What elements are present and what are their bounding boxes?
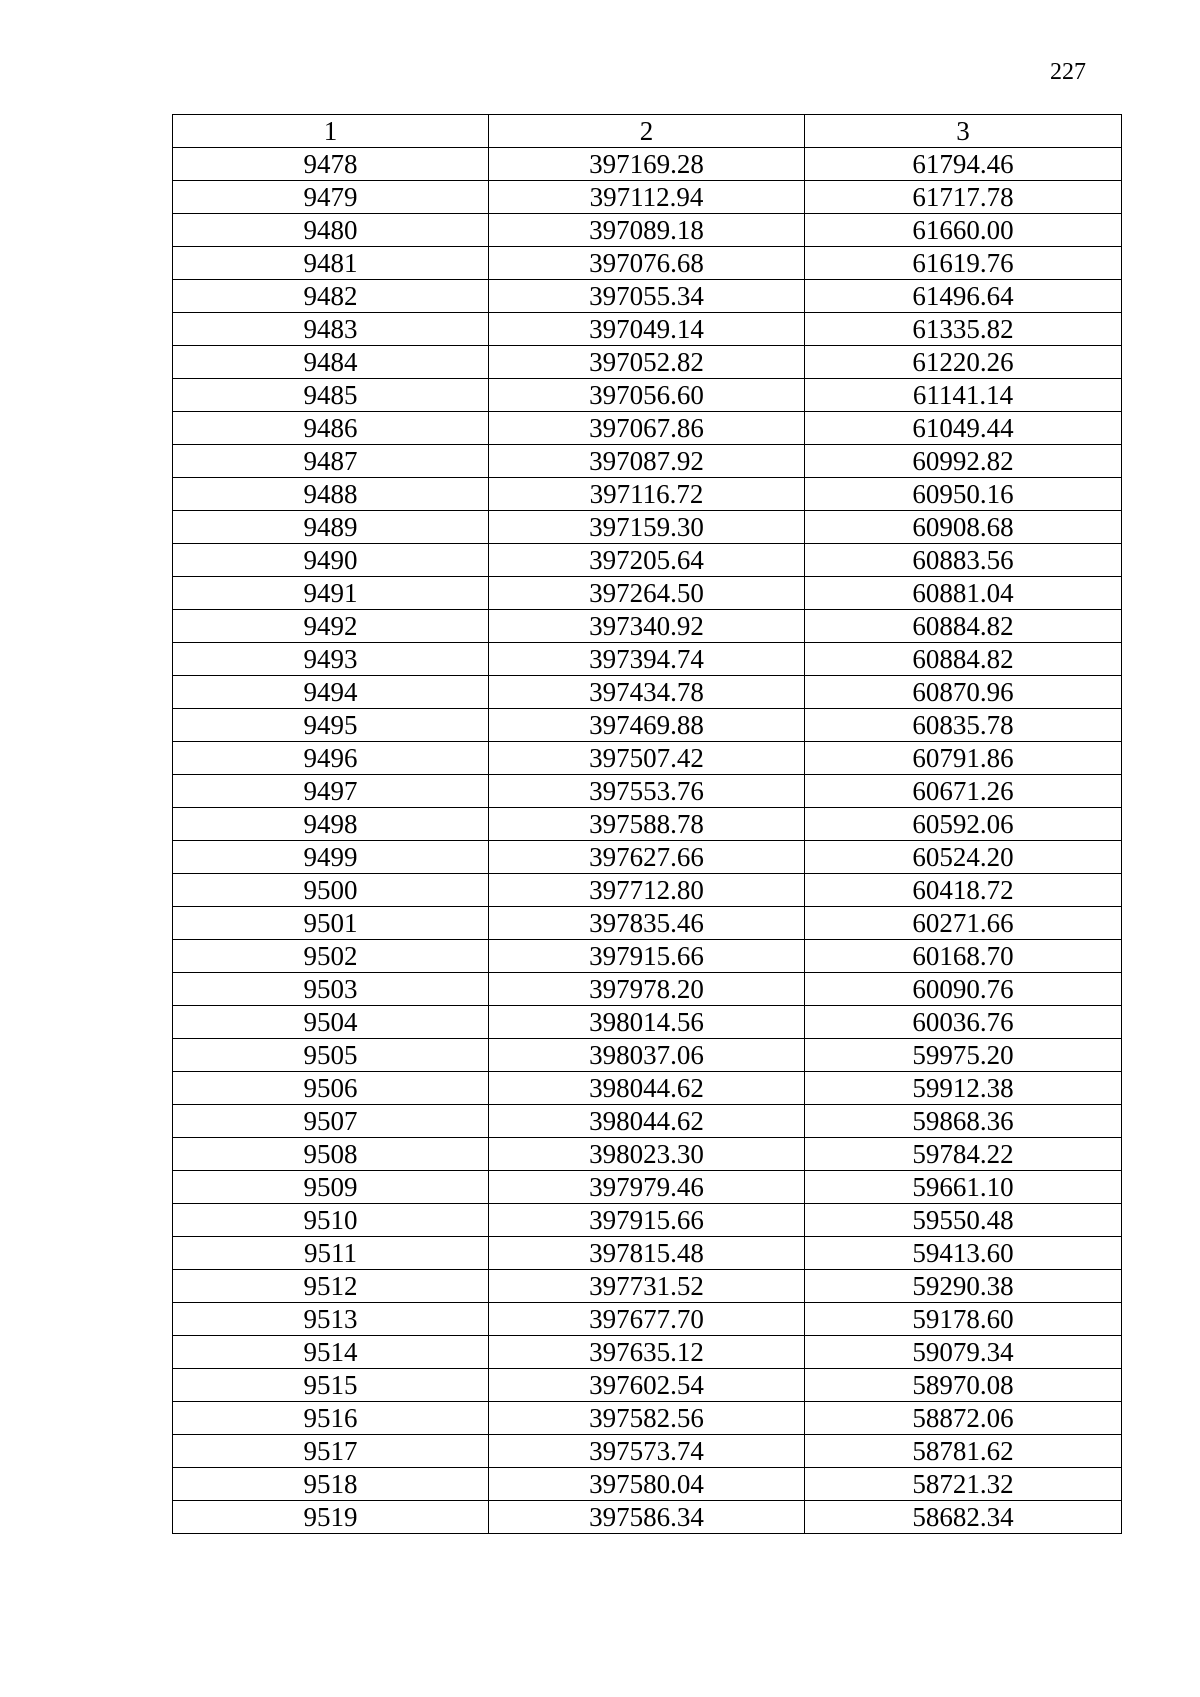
y-coordinate-cell: 60883.56: [805, 544, 1122, 577]
point-number-cell: 9514: [173, 1336, 489, 1369]
y-coordinate-cell: 58872.06: [805, 1402, 1122, 1435]
coordinates-table: [172, 114, 1122, 1534]
y-coordinate-cell: 61660.00: [805, 214, 1122, 247]
table-row: [173, 511, 1122, 544]
y-coordinate-cell: 58970.08: [805, 1369, 1122, 1402]
point-number-cell: 9507: [173, 1105, 489, 1138]
page-number: 227: [1050, 59, 1086, 85]
x-coordinate-cell: 397056.60: [489, 379, 805, 412]
x-coordinate-cell: 397087.92: [489, 445, 805, 478]
y-coordinate-cell: 59550.48: [805, 1204, 1122, 1237]
x-coordinate-cell: 397434.78: [489, 676, 805, 709]
x-coordinate-cell: 397580.04: [489, 1468, 805, 1501]
y-coordinate-cell: 60090.76: [805, 973, 1122, 1006]
point-number-cell: 9478: [173, 148, 489, 181]
table-row: [173, 1303, 1122, 1336]
x-coordinate-cell: 397340.92: [489, 610, 805, 643]
point-number-cell: 9498: [173, 808, 489, 841]
y-coordinate-cell: 59079.34: [805, 1336, 1122, 1369]
table-row: [173, 610, 1122, 643]
table-row: [173, 808, 1122, 841]
y-coordinate-cell: 60036.76: [805, 1006, 1122, 1039]
point-number-cell: 9490: [173, 544, 489, 577]
x-coordinate-cell: 397627.66: [489, 841, 805, 874]
x-coordinate-cell: 397169.28: [489, 148, 805, 181]
table-row: [173, 643, 1122, 676]
point-number-cell: 9500: [173, 874, 489, 907]
table-row: [173, 1039, 1122, 1072]
y-coordinate-cell: 59413.60: [805, 1237, 1122, 1270]
point-number-cell: 9508: [173, 1138, 489, 1171]
x-coordinate-cell: 397159.30: [489, 511, 805, 544]
point-number-cell: 9502: [173, 940, 489, 973]
point-number-cell: 9513: [173, 1303, 489, 1336]
table-row: [173, 1138, 1122, 1171]
y-coordinate-cell: 59912.38: [805, 1072, 1122, 1105]
point-number-cell: 9510: [173, 1204, 489, 1237]
y-coordinate-cell: 60908.68: [805, 511, 1122, 544]
table-row: [173, 1171, 1122, 1204]
y-coordinate-cell: 59290.38: [805, 1270, 1122, 1303]
x-coordinate-cell: 398014.56: [489, 1006, 805, 1039]
table-row: [173, 544, 1122, 577]
point-number-cell: 9495: [173, 709, 489, 742]
x-coordinate-cell: 397815.48: [489, 1237, 805, 1270]
y-coordinate-cell: 61335.82: [805, 313, 1122, 346]
x-coordinate-cell: 398037.06: [489, 1039, 805, 1072]
x-coordinate-cell: 397394.74: [489, 643, 805, 676]
y-coordinate-cell: 58721.32: [805, 1468, 1122, 1501]
point-number-cell: 9515: [173, 1369, 489, 1402]
table-row: [173, 676, 1122, 709]
table-row: [173, 247, 1122, 280]
y-coordinate-cell: 58781.62: [805, 1435, 1122, 1468]
x-coordinate-cell: 397915.66: [489, 1204, 805, 1237]
y-coordinate-cell: 60524.20: [805, 841, 1122, 874]
x-coordinate-cell: 397731.52: [489, 1270, 805, 1303]
table-row: [173, 709, 1122, 742]
table-row: [173, 1402, 1122, 1435]
point-number-cell: 9486: [173, 412, 489, 445]
x-coordinate-cell: 397469.88: [489, 709, 805, 742]
table-row: [173, 1468, 1122, 1501]
x-coordinate-cell: 397089.18: [489, 214, 805, 247]
point-number-cell: 9481: [173, 247, 489, 280]
table-row: [173, 1435, 1122, 1468]
y-coordinate-cell: 59661.10: [805, 1171, 1122, 1204]
table-row: [173, 1336, 1122, 1369]
y-coordinate-cell: 60592.06: [805, 808, 1122, 841]
column-header: 2: [489, 115, 805, 148]
x-coordinate-cell: 397055.34: [489, 280, 805, 313]
y-coordinate-cell: 59868.36: [805, 1105, 1122, 1138]
x-coordinate-cell: 397588.78: [489, 808, 805, 841]
point-number-cell: 9503: [173, 973, 489, 1006]
table-row: [173, 940, 1122, 973]
point-number-cell: 9516: [173, 1402, 489, 1435]
point-number-cell: 9511: [173, 1237, 489, 1270]
point-number-cell: 9480: [173, 214, 489, 247]
x-coordinate-cell: 397116.72: [489, 478, 805, 511]
x-coordinate-cell: 397507.42: [489, 742, 805, 775]
y-coordinate-cell: 60168.70: [805, 940, 1122, 973]
y-coordinate-cell: 61496.64: [805, 280, 1122, 313]
table-row: [173, 181, 1122, 214]
table-row: [173, 1072, 1122, 1105]
table-row: [173, 1369, 1122, 1402]
table-row: [173, 874, 1122, 907]
point-number-cell: 9504: [173, 1006, 489, 1039]
point-number-cell: 9482: [173, 280, 489, 313]
point-number-cell: 9496: [173, 742, 489, 775]
table-row: [173, 346, 1122, 379]
point-number-cell: 9492: [173, 610, 489, 643]
point-number-cell: 9497: [173, 775, 489, 808]
x-coordinate-cell: 397112.94: [489, 181, 805, 214]
y-coordinate-cell: 59975.20: [805, 1039, 1122, 1072]
table-row: [173, 313, 1122, 346]
y-coordinate-cell: 60870.96: [805, 676, 1122, 709]
point-number-cell: 9517: [173, 1435, 489, 1468]
point-number-cell: 9506: [173, 1072, 489, 1105]
x-coordinate-cell: 397979.46: [489, 1171, 805, 1204]
y-coordinate-cell: 59784.22: [805, 1138, 1122, 1171]
table-row: [173, 775, 1122, 808]
y-coordinate-cell: 61794.46: [805, 148, 1122, 181]
column-header: 3: [805, 115, 1122, 148]
x-coordinate-cell: 398044.62: [489, 1105, 805, 1138]
x-coordinate-cell: 397067.86: [489, 412, 805, 445]
point-number-cell: 9501: [173, 907, 489, 940]
table-row: [173, 907, 1122, 940]
table-row: [173, 577, 1122, 610]
table-row: [173, 1501, 1122, 1534]
point-number-cell: 9509: [173, 1171, 489, 1204]
point-number-cell: 9487: [173, 445, 489, 478]
point-number-cell: 9493: [173, 643, 489, 676]
y-coordinate-cell: 60835.78: [805, 709, 1122, 742]
x-coordinate-cell: 397264.50: [489, 577, 805, 610]
x-coordinate-cell: 397712.80: [489, 874, 805, 907]
x-coordinate-cell: 397076.68: [489, 247, 805, 280]
x-coordinate-cell: 397602.54: [489, 1369, 805, 1402]
y-coordinate-cell: 58682.34: [805, 1501, 1122, 1534]
x-coordinate-cell: 398023.30: [489, 1138, 805, 1171]
point-number-cell: 9505: [173, 1039, 489, 1072]
table-body: [173, 115, 1122, 1534]
table-row: [173, 742, 1122, 775]
table-row: [173, 1270, 1122, 1303]
x-coordinate-cell: 397553.76: [489, 775, 805, 808]
y-coordinate-cell: 60884.82: [805, 610, 1122, 643]
table-row: [173, 412, 1122, 445]
table-row: [173, 445, 1122, 478]
y-coordinate-cell: 60992.82: [805, 445, 1122, 478]
x-coordinate-cell: 397052.82: [489, 346, 805, 379]
table-row: [173, 214, 1122, 247]
y-coordinate-cell: 60884.82: [805, 643, 1122, 676]
x-coordinate-cell: 397586.34: [489, 1501, 805, 1534]
table-row: [173, 973, 1122, 1006]
column-header: 1: [173, 115, 489, 148]
y-coordinate-cell: 60418.72: [805, 874, 1122, 907]
point-number-cell: 9483: [173, 313, 489, 346]
table-row: [173, 148, 1122, 181]
x-coordinate-cell: 397835.46: [489, 907, 805, 940]
table-row: [173, 1204, 1122, 1237]
y-coordinate-cell: 61220.26: [805, 346, 1122, 379]
point-number-cell: 9512: [173, 1270, 489, 1303]
y-coordinate-cell: 60271.66: [805, 907, 1122, 940]
point-number-cell: 9491: [173, 577, 489, 610]
x-coordinate-cell: 397049.14: [489, 313, 805, 346]
point-number-cell: 9485: [173, 379, 489, 412]
y-coordinate-cell: 61049.44: [805, 412, 1122, 445]
y-coordinate-cell: 61717.78: [805, 181, 1122, 214]
x-coordinate-cell: 397915.66: [489, 940, 805, 973]
x-coordinate-cell: 397573.74: [489, 1435, 805, 1468]
point-number-cell: 9519: [173, 1501, 489, 1534]
y-coordinate-cell: 60950.16: [805, 478, 1122, 511]
table-row: [173, 379, 1122, 412]
y-coordinate-cell: 61619.76: [805, 247, 1122, 280]
table-row: [173, 1237, 1122, 1270]
x-coordinate-cell: 397677.70: [489, 1303, 805, 1336]
y-coordinate-cell: 61141.14: [805, 379, 1122, 412]
y-coordinate-cell: 60881.04: [805, 577, 1122, 610]
point-number-cell: 9479: [173, 181, 489, 214]
table-row: [173, 280, 1122, 313]
point-number-cell: 9488: [173, 478, 489, 511]
table-header-row: [173, 115, 1122, 148]
point-number-cell: 9489: [173, 511, 489, 544]
y-coordinate-cell: 59178.60: [805, 1303, 1122, 1336]
x-coordinate-cell: 397635.12: [489, 1336, 805, 1369]
x-coordinate-cell: 397978.20: [489, 973, 805, 1006]
table-row: [173, 841, 1122, 874]
x-coordinate-cell: 398044.62: [489, 1072, 805, 1105]
table-row: [173, 1105, 1122, 1138]
x-coordinate-cell: 397205.64: [489, 544, 805, 577]
y-coordinate-cell: 60791.86: [805, 742, 1122, 775]
point-number-cell: 9518: [173, 1468, 489, 1501]
y-coordinate-cell: 60671.26: [805, 775, 1122, 808]
x-coordinate-cell: 397582.56: [489, 1402, 805, 1435]
table-row: [173, 478, 1122, 511]
table-row: [173, 1006, 1122, 1039]
point-number-cell: 9484: [173, 346, 489, 379]
point-number-cell: 9494: [173, 676, 489, 709]
point-number-cell: 9499: [173, 841, 489, 874]
